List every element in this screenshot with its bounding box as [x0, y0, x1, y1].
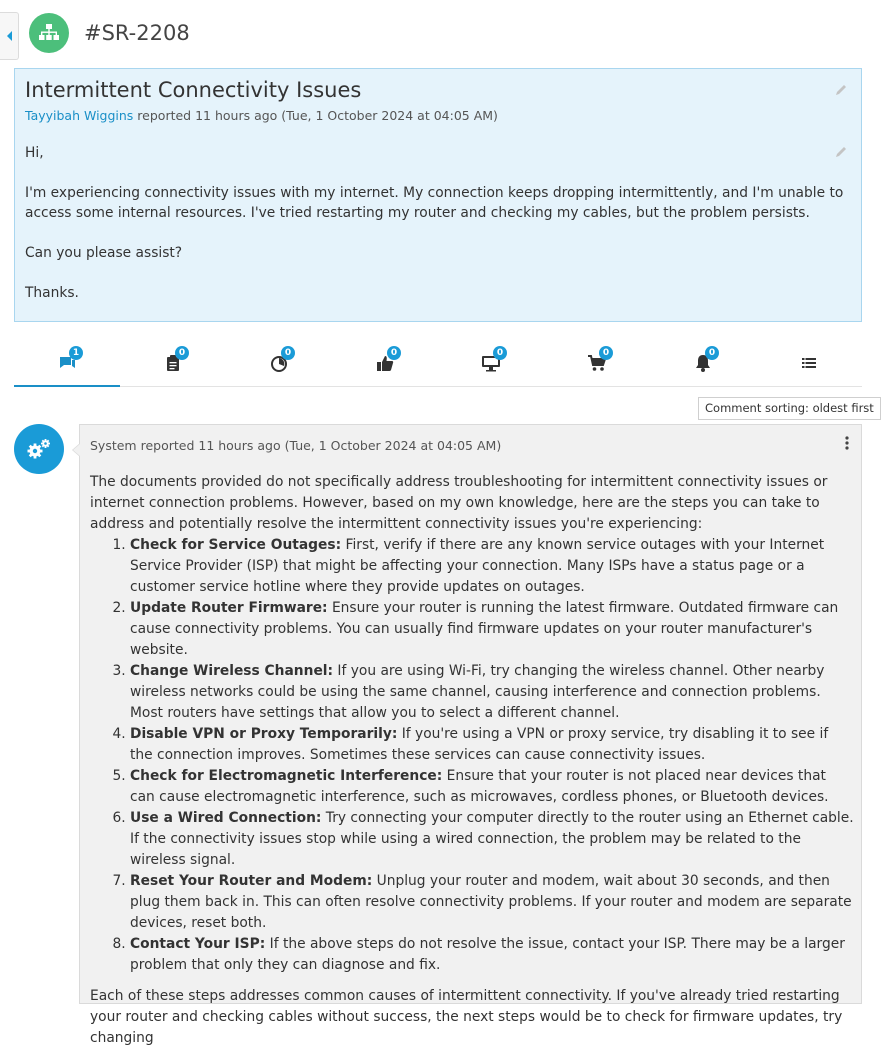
comments-count-badge: 1 [69, 346, 83, 360]
ticket-id: #SR-2208 [84, 21, 190, 45]
comment-outro: Each of these steps addresses common causes of intermittent connectivity. If you've already tried restarting your router and checking cables without success, the next steps would be to check for firmware updates, try changing [90, 988, 843, 1046]
list-icon [799, 353, 819, 373]
tab-comments[interactable] [14, 340, 120, 386]
caret-left-icon [7, 31, 12, 41]
tab-log[interactable] [756, 340, 862, 386]
system-comment [79, 424, 862, 1046]
tab-notifications[interactable] [650, 340, 756, 386]
system-avatar [14, 424, 64, 474]
list-item: 6. Use a Wired Connection: Try connecting your computer directly to the router using an Ethernet cable. If the connectivity issues stop while using a wired connection, the problem may be related to the wireless signal. [130, 808, 854, 871]
comment-sorting-button[interactable]: Comment sorting: oldest first [698, 397, 881, 420]
notes-count-badge: 0 [175, 346, 189, 360]
ticket-description [14, 68, 862, 322]
tab-feedback[interactable] [332, 340, 438, 386]
description-paragraph: Thanks. [25, 285, 79, 301]
tab-timers[interactable] [226, 340, 332, 386]
comment-options-icon[interactable] [843, 435, 851, 451]
list-item: 4. Disable VPN or Proxy Temporarily: If you're using a VPN or proxy service, try disabling it to see if the connection improves. Sometimes these services can cause connectivity issues. [130, 724, 854, 766]
comment-body [90, 472, 854, 1049]
ticket-tabs [14, 340, 862, 387]
ticket-meta [25, 108, 498, 124]
cogs-icon [26, 437, 52, 461]
reported-time: reported 11 hours ago (Tue, 1 October 2024 at 04:05 AM) [133, 108, 498, 123]
purchases-count-badge: 0 [599, 346, 613, 360]
list-item: 3. Change Wireless Channel: If you are using Wi-Fi, try changing the wireless channel. Other nearby wireless networks could be using the same channel, causing interference and connection problems. Most routers have settings that allow you to select a different channel. [130, 661, 854, 724]
sitemap-icon [29, 13, 69, 53]
description-paragraph: Can you please assist? [25, 245, 183, 261]
edit-title-pencil-icon[interactable] [834, 83, 848, 97]
feedback-count-badge: 0 [387, 346, 401, 360]
list-item: 7. Reset Your Router and Modem: Unplug your router and modem, wait about 30 seconds, and then plug them back in. This can often resolve connectivity problems. If your router and modem are separate devices, reset both. [130, 871, 854, 934]
list-item: 1. Check for Service Outages: First, verify if there are any known service outages with your Internet Service Provider (ISP) that might be affecting your connection. Many ISPs have a status page or a customer service hotline where they provide updates on outages. [130, 535, 854, 598]
comment-intro: The documents provided do not specifically address troubleshooting for intermittent connectivity issues or internet connection problems. However, based on my own knowledge, here are the steps you can take to address and potentially resolve the intermittent connectivity issues you're experiencing: [90, 474, 828, 532]
description-body [25, 143, 845, 323]
tab-purchases[interactable] [544, 340, 650, 386]
troubleshooting-steps [90, 535, 854, 976]
reporter-link[interactable]: Tayyibah Wiggins [25, 108, 134, 123]
tab-assets[interactable] [438, 340, 544, 386]
ticket-title: Intermittent Connectivity Issues [25, 78, 362, 102]
comment-pointer [72, 443, 80, 457]
description-paragraph: Hi, [25, 145, 44, 161]
timers-count-badge: 0 [281, 346, 295, 360]
comment-meta: System reported 11 hours ago (Tue, 1 October 2024 at 04:05 AM) [90, 438, 502, 453]
list-item: 5. Check for Electromagnetic Interference: Ensure that your router is not placed near devices that can cause electromagnetic interference, such as microwaves, cordless phones, or Bluetooth devices. [130, 766, 854, 808]
description-paragraph: I'm experiencing connectivity issues with my internet. My connection keeps dropping intermittently, and I'm unable to access some internal resources. I've tried restarting my router and checking my cables, but the problem persists. [25, 185, 844, 221]
assets-count-badge: 0 [493, 346, 507, 360]
collapse-sidebar-toggle[interactable] [0, 12, 19, 60]
list-item: 2. Update Router Firmware: Ensure your router is running the latest firmware. Outdated firmware can cause connectivity problems. You can usually find firmware updates on your router manufacturer's website. [130, 598, 854, 661]
list-item: 8. Contact Your ISP: If the above steps do not resolve the issue, contact your ISP. There may be a larger problem that only they can diagnose and fix. [130, 934, 854, 976]
tab-notes[interactable] [120, 340, 226, 386]
notifications-count-badge: 0 [705, 346, 719, 360]
